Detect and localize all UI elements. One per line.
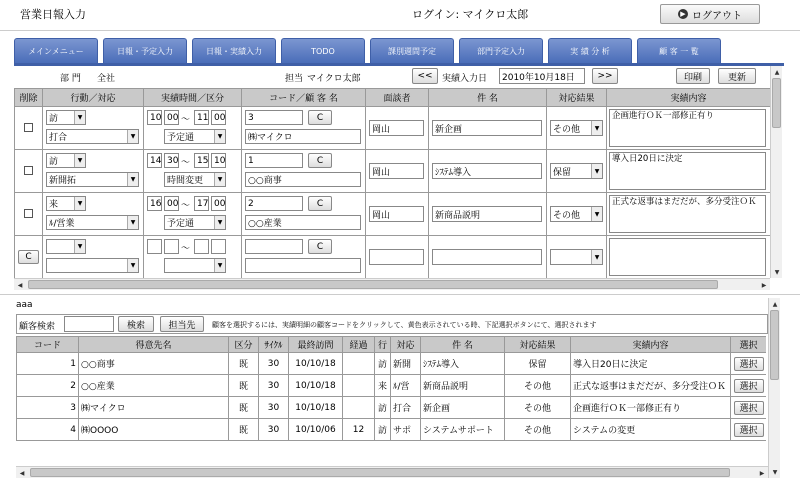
contact-person-input[interactable] — [369, 249, 424, 265]
customer-name: ○○商事 — [79, 353, 229, 375]
start-minute-input[interactable]: 00 — [164, 196, 179, 211]
customer-kubun: 既 — [229, 397, 259, 419]
customer-code-input[interactable]: 1 — [245, 153, 303, 168]
contact-person-input[interactable]: 岡山 — [369, 206, 424, 222]
time-status-select[interactable] — [164, 129, 226, 144]
action-type-select[interactable] — [46, 215, 139, 230]
time-cell — [144, 236, 242, 279]
scroll-thumb[interactable] — [28, 280, 718, 289]
time-separator: ～ — [181, 115, 191, 125]
action-type-select[interactable] — [46, 129, 139, 144]
start-hour-input[interactable] — [147, 239, 162, 254]
action-select-value: 訪 — [49, 114, 59, 124]
time-status-select[interactable] — [164, 258, 226, 273]
select-cell — [731, 397, 767, 419]
tab-label: 日報・実績入力 — [206, 46, 262, 56]
customer-grid — [16, 336, 766, 466]
scroll-left-icon[interactable]: ◀ — [19, 469, 25, 477]
col-header-code: コード — [17, 337, 79, 353]
result-select[interactable] — [550, 163, 603, 179]
customer-horizontal-scrollbar[interactable] — [16, 466, 768, 478]
tab-report-result[interactable] — [192, 38, 276, 63]
result-content-textarea[interactable]: 導入日20日に決定 — [609, 152, 766, 190]
scroll-thumb[interactable] — [772, 78, 781, 128]
tab-label: 日報・予定入力 — [117, 46, 173, 56]
tab-main-menu[interactable] — [14, 38, 98, 63]
customer-code-input[interactable]: 3 — [245, 110, 303, 125]
select-cell — [731, 419, 767, 441]
action-type: 訪 — [375, 353, 391, 375]
time-cell — [144, 150, 242, 193]
customer-search-input[interactable] — [64, 316, 114, 332]
response-type: 新開 — [391, 353, 421, 375]
tab-results-analysis[interactable] — [548, 38, 632, 63]
col-header-cycle: ｻｲｸﾙ — [259, 337, 289, 353]
last-visit-date: 10/10/18 — [289, 353, 343, 375]
subject-input[interactable]: 新企画 — [432, 120, 542, 136]
visit-cycle: 30 — [259, 419, 289, 441]
date-label: 実績入力日 — [442, 74, 488, 84]
customer-cell — [242, 236, 366, 279]
activity-grid — [14, 88, 770, 278]
chevron-down-icon: ▼ — [214, 130, 225, 143]
result-cell — [547, 150, 607, 193]
col-header-customer-name: 得意先名 — [79, 337, 229, 353]
tab-label: 顧 客 一 覧 — [659, 46, 699, 56]
col-header-subject: 件 名 — [421, 337, 505, 353]
response-type: サポ — [391, 419, 421, 441]
my-customers-button[interactable]: 担当先 — [160, 316, 204, 332]
next-date-button[interactable]: >> — [592, 68, 618, 84]
tab-label: 実 績 分 析 — [570, 46, 610, 56]
customer-search-label: 顧客検索 — [19, 322, 56, 332]
scroll-up-icon[interactable]: ▲ — [772, 300, 778, 308]
customer-kubun: 既 — [229, 375, 259, 397]
time-separator: ～ — [181, 201, 191, 211]
contact-person-input[interactable]: 岡山 — [369, 163, 424, 179]
elapsed-days — [343, 353, 375, 375]
delete-cell — [15, 107, 43, 150]
subject-input[interactable]: ｼｽﾃﾑ導入 — [432, 163, 542, 179]
col-header-delete: 削除 — [15, 89, 43, 107]
logout-button-label: ログアウト — [692, 10, 742, 22]
last-visit-date: 10/10/18 — [289, 397, 343, 419]
start-hour-input[interactable]: 16 — [147, 196, 162, 211]
response-type: ﾙ/営 — [391, 375, 421, 397]
end-hour-input[interactable]: 17 — [194, 196, 209, 211]
delete-checkbox[interactable] — [24, 166, 33, 175]
chevron-down-icon: ▼ — [74, 154, 85, 167]
result-select-value: その他 — [553, 124, 581, 135]
col-header-result: 対応結果 — [505, 337, 571, 353]
customer-kubun: 既 — [229, 353, 259, 375]
delete-cell — [15, 150, 43, 193]
content-cell — [607, 107, 771, 150]
customer-code-input[interactable]: 2 — [245, 196, 303, 211]
scroll-down-icon[interactable]: ▼ — [772, 468, 778, 476]
col-header-action: 行動／対応 — [43, 89, 144, 107]
subject: 新企画 — [421, 397, 505, 419]
chevron-down-icon: ▼ — [214, 216, 225, 229]
result-select-value: 保留 — [553, 167, 572, 178]
action-cell — [43, 107, 144, 150]
owner-value: マイクロ太郎 — [307, 74, 361, 84]
person-cell — [366, 150, 429, 193]
customer-row — [17, 397, 767, 419]
visit-cycle: 30 — [259, 353, 289, 375]
action-select-value: 訪 — [49, 157, 59, 167]
delete-checkbox[interactable] — [24, 209, 33, 218]
chevron-down-icon: ▼ — [591, 250, 602, 264]
tab-report-plan[interactable] — [103, 38, 187, 63]
customer-name: ○○産業 — [79, 375, 229, 397]
selection-hint: 顧客を選択するには、実績明細の顧客コードをクリックして、黄色表示されている時、下記選択ボタンにて、選択されます — [212, 321, 597, 329]
customer-row — [17, 419, 767, 441]
content-cell — [607, 236, 771, 279]
chevron-down-icon: ▼ — [591, 121, 602, 135]
customer-code: 1 — [17, 353, 79, 375]
elapsed-days — [343, 375, 375, 397]
action-select-value: 来 — [49, 200, 59, 210]
time-status-select[interactable] — [164, 172, 226, 187]
col-header-content: 実績内容 — [571, 337, 731, 353]
result-content: システムの変更 — [571, 419, 731, 441]
subject-cell — [429, 193, 547, 236]
customer-name-input[interactable]: ○○商事 — [245, 172, 361, 187]
customer-row — [17, 353, 767, 375]
delete-cell — [15, 193, 43, 236]
tab-dept-plan[interactable] — [459, 38, 543, 63]
last-visit-date: 10/10/18 — [289, 375, 343, 397]
action-type-select[interactable] — [46, 258, 139, 273]
chevron-down-icon: ▼ — [127, 259, 138, 272]
result: 保留 — [505, 353, 571, 375]
select-customer-button[interactable]: 選択 — [734, 401, 764, 415]
select-cell — [731, 353, 767, 375]
chevron-down-icon: ▼ — [74, 111, 85, 124]
activity-row — [15, 193, 771, 236]
customer-cell — [242, 107, 366, 150]
customer-name: ㈱マイクロ — [79, 397, 229, 419]
col-header-content: 実績内容 — [607, 89, 771, 107]
print-button[interactable]: 印刷 — [676, 68, 710, 84]
time-separator: ～ — [181, 158, 191, 168]
customer-code: 2 — [17, 375, 79, 397]
scroll-down-icon[interactable]: ▼ — [774, 268, 780, 276]
chevron-down-icon: ▼ — [127, 130, 138, 143]
customer-code-button[interactable]: C — [308, 110, 332, 125]
result: その他 — [505, 419, 571, 441]
subject: 新商品説明 — [421, 375, 505, 397]
action-type-select-value: 新開拓 — [49, 176, 77, 186]
person-cell — [366, 107, 429, 150]
start-minute-input[interactable]: 00 — [164, 110, 179, 125]
time-cell — [144, 107, 242, 150]
login-user-label: ログイン: マイクロ太郎 — [412, 8, 529, 21]
last-visit-date: 10/10/06 — [289, 419, 343, 441]
col-header-elapsed: 経過 — [343, 337, 375, 353]
subject-input[interactable] — [432, 249, 542, 265]
chevron-down-icon: ▼ — [214, 173, 225, 186]
header-divider — [0, 30, 800, 31]
customer-code-button[interactable]: C — [308, 153, 332, 168]
section-divider — [0, 294, 800, 295]
subject-cell — [429, 150, 547, 193]
search-button[interactable]: 検索 — [118, 316, 154, 332]
action-select[interactable] — [46, 196, 86, 211]
tab-label: 課別週間予定 — [388, 46, 436, 56]
scroll-thumb[interactable] — [30, 468, 730, 477]
delete-cell — [15, 236, 43, 279]
action-select[interactable] — [46, 110, 86, 125]
prev-date-button[interactable]: << — [412, 68, 438, 84]
subject: システムサポート — [421, 419, 505, 441]
result: その他 — [505, 375, 571, 397]
customer-kubun: 既 — [229, 419, 259, 441]
result-cell — [547, 236, 607, 279]
select-cell — [731, 375, 767, 397]
col-header-kubun: 区分 — [229, 337, 259, 353]
customer-code-input[interactable] — [245, 239, 303, 254]
result-select[interactable] — [550, 249, 603, 265]
grid-horizontal-scrollbar[interactable] — [14, 278, 770, 290]
customer-code: 3 — [17, 397, 79, 419]
end-minute-input[interactable]: 00 — [211, 110, 226, 125]
result-content-textarea[interactable] — [609, 238, 766, 276]
action-type-select[interactable] — [46, 172, 139, 187]
result-select[interactable] — [550, 206, 603, 222]
customer-code: 4 — [17, 419, 79, 441]
result-content-textarea[interactable]: 正式な返事はまだだが、多分受注ＯＫ — [609, 195, 766, 233]
customer-cell — [242, 150, 366, 193]
result-content-textarea[interactable]: 企画進行ＯＫ一部修正有り — [609, 109, 766, 147]
action-select[interactable] — [46, 239, 86, 254]
result-content: 企画進行ＯＫ一部修正有り — [571, 397, 731, 419]
start-minute-input[interactable]: 30 — [164, 153, 179, 168]
response-type: 打合 — [391, 397, 421, 419]
action-type: 訪 — [375, 397, 391, 419]
col-header-last-visit: 最終訪問 — [289, 337, 343, 353]
start-hour-input[interactable]: 14 — [147, 153, 162, 168]
chevron-down-icon: ▼ — [591, 207, 602, 221]
customer-row — [17, 375, 767, 397]
logout-button[interactable] — [660, 4, 760, 24]
scroll-right-icon[interactable]: ▶ — [761, 281, 767, 289]
col-header-time: 実績時間／区分 — [144, 89, 242, 107]
time-status-select[interactable] — [164, 215, 226, 230]
visit-cycle: 30 — [259, 397, 289, 419]
visit-cycle: 30 — [259, 375, 289, 397]
person-cell — [366, 193, 429, 236]
col-header-select: 選択 — [731, 337, 767, 353]
arrow-right-circle-icon: ▶ — [678, 9, 688, 19]
time-cell — [144, 193, 242, 236]
end-minute-input[interactable]: 00 — [211, 196, 226, 211]
chevron-down-icon: ▼ — [214, 259, 225, 272]
select-customer-button[interactable]: 選択 — [734, 357, 764, 371]
select-customer-button[interactable]: 選択 — [734, 379, 764, 393]
tab-weekly-schedule[interactable] — [370, 38, 454, 63]
grid-vertical-scrollbar[interactable] — [770, 66, 782, 278]
subject-cell — [429, 236, 547, 279]
col-header-customer: コード／顧 客 名 — [242, 89, 366, 107]
end-minute-input[interactable]: 10 — [211, 153, 226, 168]
end-hour-input[interactable] — [194, 239, 209, 254]
time-status-select-value: 予定通 — [167, 133, 195, 143]
col-header-subject: 件 名 — [429, 89, 547, 107]
section-label: aaa — [16, 300, 33, 310]
scroll-up-icon[interactable]: ▲ — [774, 68, 780, 76]
scroll-left-icon[interactable]: ◀ — [17, 281, 23, 289]
scroll-thumb[interactable] — [770, 310, 779, 380]
result-select[interactable] — [550, 120, 603, 136]
col-header-result: 対応結果 — [547, 89, 607, 107]
action-cell — [43, 236, 144, 279]
elapsed-days: 12 — [343, 419, 375, 441]
scroll-right-icon[interactable]: ▶ — [759, 469, 765, 477]
delete-checkbox[interactable] — [24, 123, 33, 132]
customer-cell — [242, 193, 366, 236]
end-minute-input[interactable] — [211, 239, 226, 254]
action-cell — [43, 150, 144, 193]
subject-cell — [429, 107, 547, 150]
end-hour-input[interactable]: 11 — [194, 110, 209, 125]
time-status-select-value: 時間変更 — [167, 176, 204, 186]
dept-label: 部 門 — [60, 74, 81, 84]
col-header-person: 面談者 — [366, 89, 429, 107]
subject: ｼｽﾃﾑ導入 — [421, 353, 505, 375]
customer-code-button[interactable]: C — [308, 239, 332, 254]
subject-input[interactable]: 新商品説明 — [432, 206, 542, 222]
action-type: 来 — [375, 375, 391, 397]
start-minute-input[interactable] — [164, 239, 179, 254]
customer-name-input[interactable]: ㈱マイクロ — [245, 129, 361, 144]
result-content: 導入日20日に決定 — [571, 353, 731, 375]
content-cell — [607, 193, 771, 236]
app-title: 営業日報入力 — [20, 8, 86, 21]
activity-row — [15, 150, 771, 193]
contact-person-input[interactable]: 岡山 — [369, 120, 424, 136]
start-hour-input[interactable]: 10 — [147, 110, 162, 125]
result-select-value: その他 — [553, 210, 581, 221]
customer-name: ㈱OOOO — [79, 419, 229, 441]
activity-row — [15, 236, 771, 279]
result-content: 正式な返事はまだだが、多分受注ＯＫ — [571, 375, 731, 397]
customer-vertical-scrollbar[interactable] — [768, 298, 780, 478]
time-status-select-value: 予定通 — [167, 219, 195, 229]
person-cell — [366, 236, 429, 279]
chevron-down-icon: ▼ — [74, 240, 85, 253]
result-cell — [547, 193, 607, 236]
end-hour-input[interactable]: 15 — [194, 153, 209, 168]
elapsed-days — [343, 397, 375, 419]
tab-customer-list[interactable] — [637, 38, 721, 63]
action-type: 訪 — [375, 419, 391, 441]
update-button[interactable]: 更新 — [718, 68, 756, 84]
tab-label: 部門予定入力 — [477, 46, 525, 56]
chevron-down-icon: ▼ — [74, 197, 85, 210]
col-header-action: 行 — [375, 337, 391, 353]
customer-name-input[interactable]: ○○産業 — [245, 215, 361, 230]
activity-row — [15, 107, 771, 150]
time-separator: ～ — [181, 244, 191, 254]
action-select[interactable] — [46, 153, 86, 168]
tab-label: メインメニュー — [28, 46, 84, 56]
dept-value: 全社 — [97, 74, 116, 84]
chevron-down-icon: ▼ — [127, 173, 138, 186]
owner-label: 担当 — [285, 74, 304, 84]
content-cell — [607, 150, 771, 193]
tab-label: TODO — [311, 46, 335, 56]
select-customer-button[interactable]: 選択 — [734, 423, 764, 437]
new-row-code-button[interactable]: C — [18, 250, 39, 264]
chevron-down-icon: ▼ — [127, 216, 138, 229]
result: その他 — [505, 397, 571, 419]
result-cell — [547, 107, 607, 150]
tab-bar — [14, 38, 784, 66]
action-type-select-value: ﾙ/営業 — [49, 219, 75, 229]
chevron-down-icon: ▼ — [591, 164, 602, 178]
tab-todo[interactable] — [281, 38, 365, 63]
date-input[interactable]: 2010年10月18日 — [499, 68, 585, 84]
customer-name-input[interactable] — [245, 258, 361, 273]
customer-code-button[interactable]: C — [308, 196, 332, 211]
action-cell — [43, 193, 144, 236]
action-type-select-value: 打合 — [49, 133, 68, 143]
col-header-response: 対応 — [391, 337, 421, 353]
